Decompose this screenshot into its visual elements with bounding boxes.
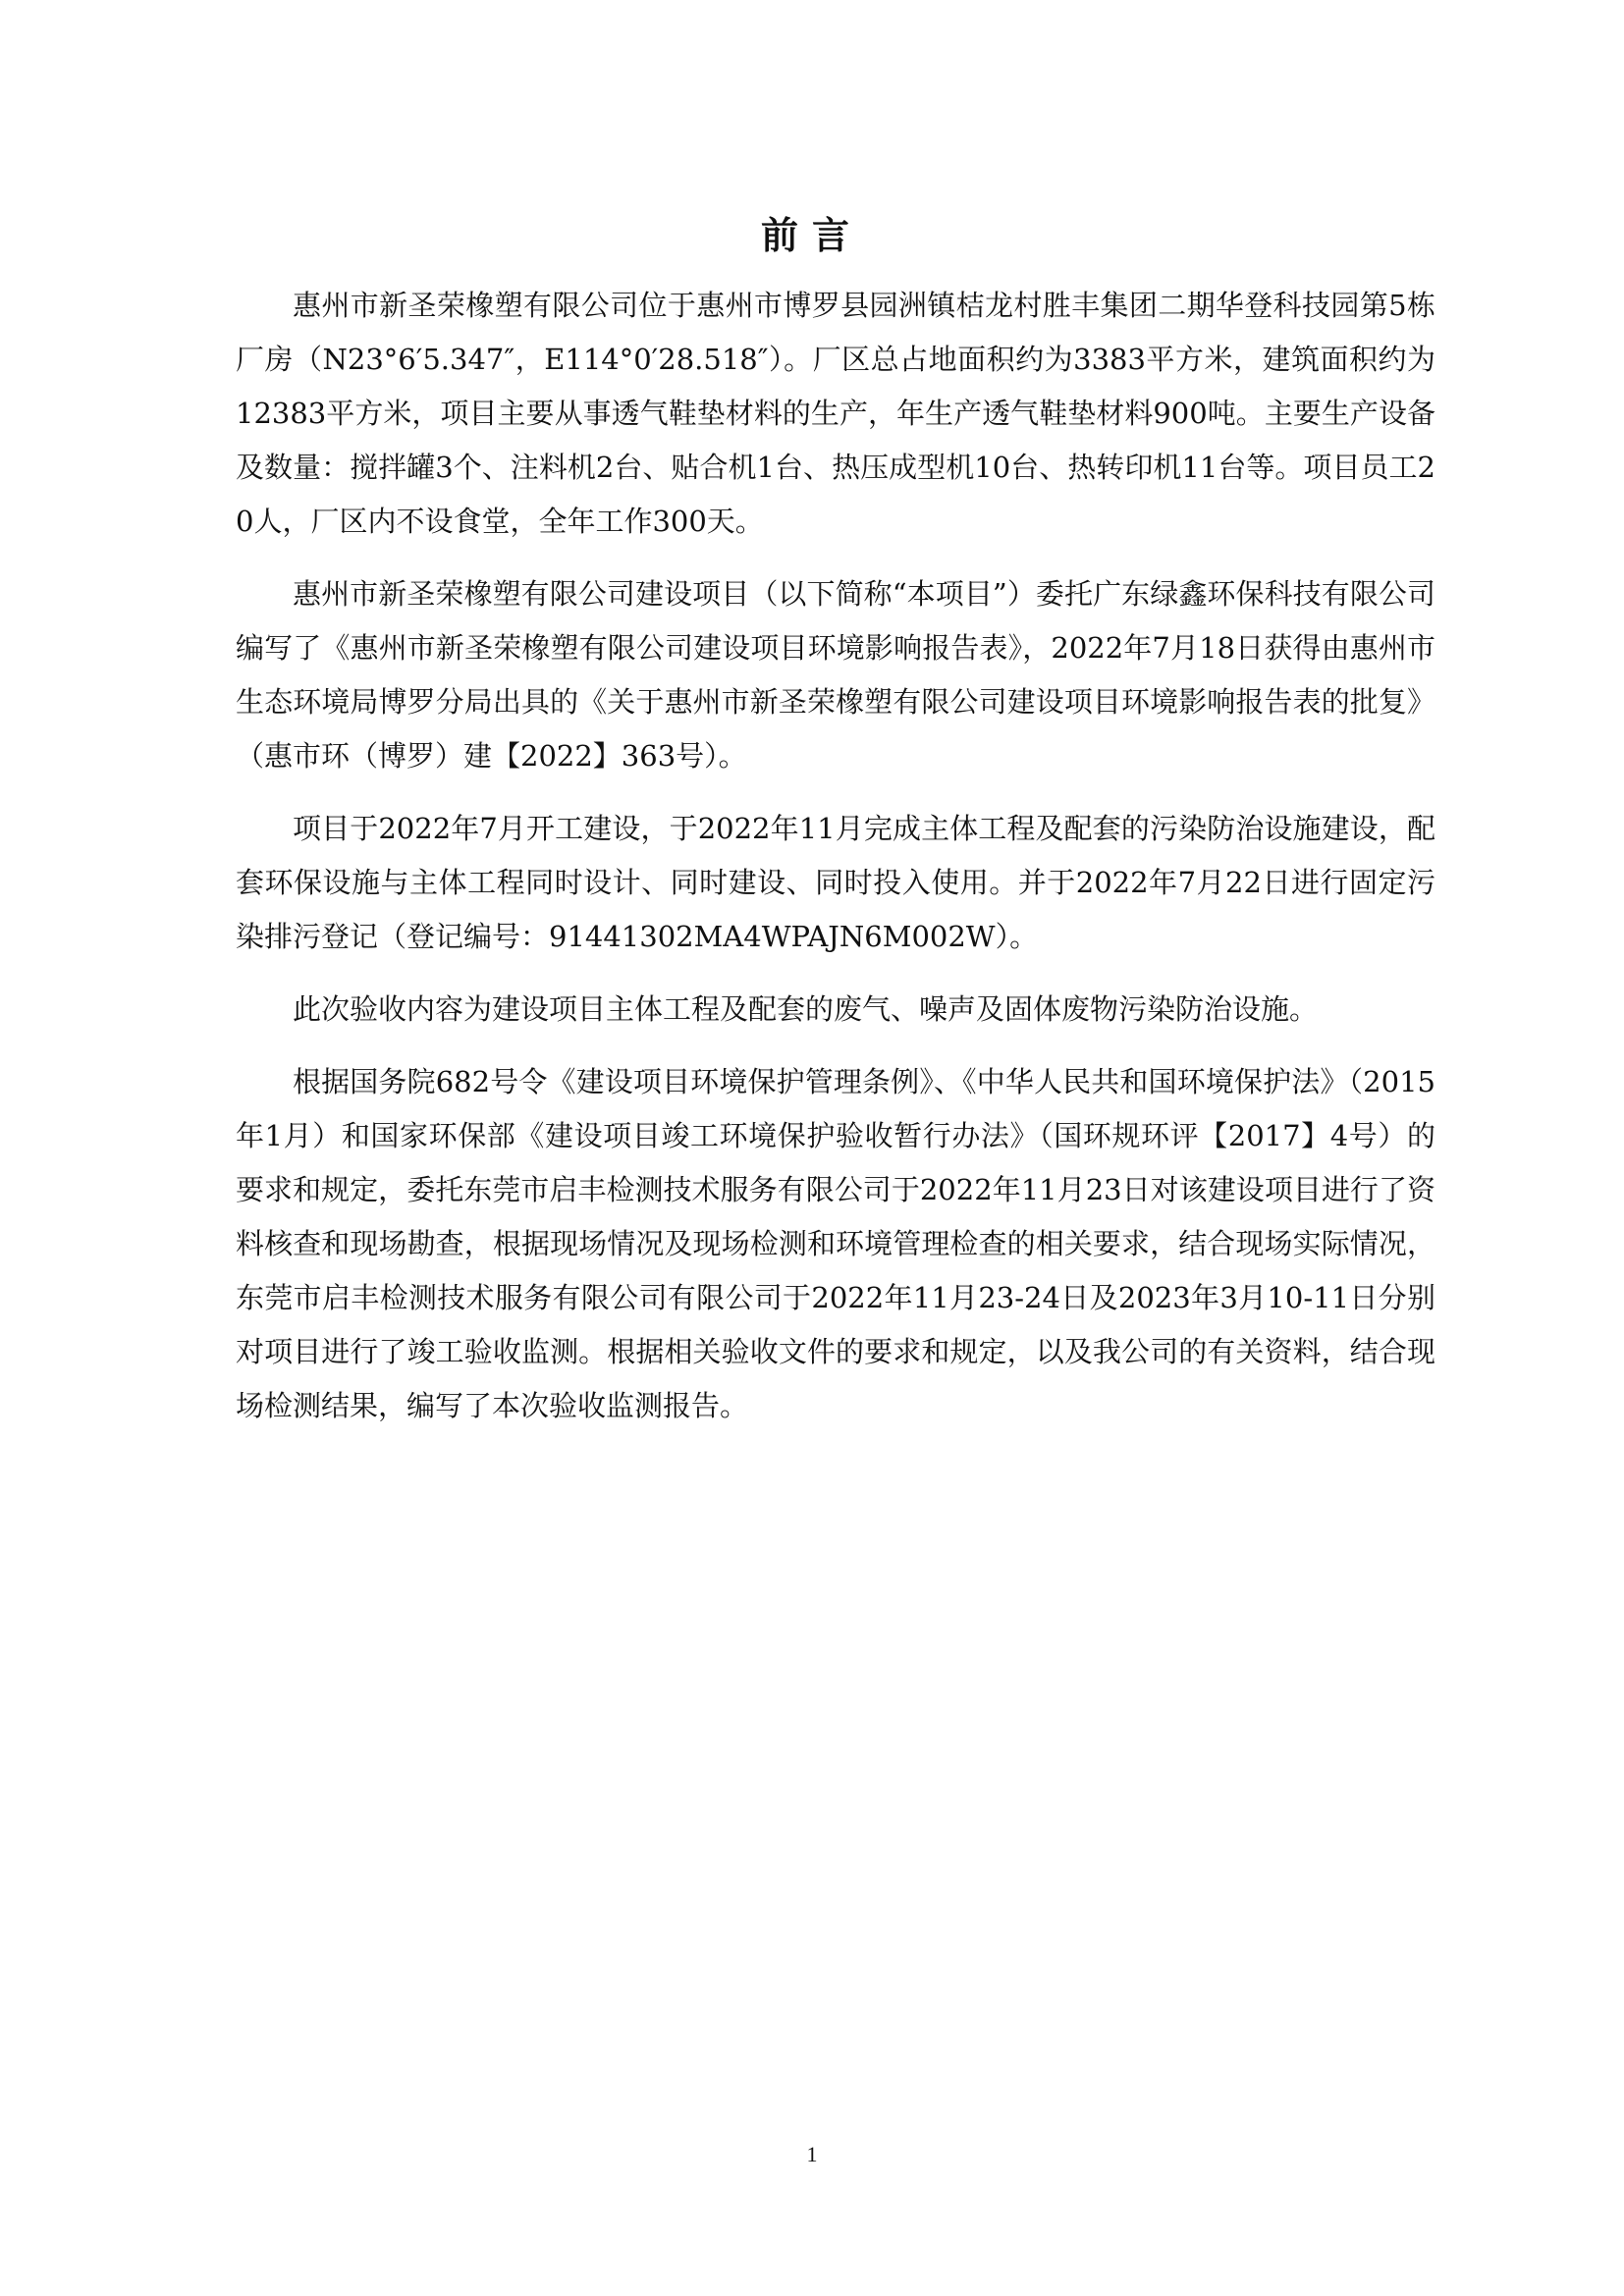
paragraph-construction-timeline: 项目于2022年7月开工建设，于2022年11月完成主体工程及配套的污染防治设施建设，配套环保设施与主体工程同时设计、同时建设、同时投入使用。并于2022年7月22日进行固定污染排污登记（登记编号：91441302MA4WPAJN6M002W）。 — [236, 812, 1435, 953]
paragraph-project-overview: 惠州市新圣荣橡塑有限公司位于惠州市博罗县园洲镇桔龙村胜丰集团二期华登科技园第5栋厂房（N23°6′5.347″，E114°0′28.518″）。厂区总占地面积约为3383平方米，建筑面积约为12383平方米，项目主要从事透气鞋垫材料的生产，年生产透气鞋垫材料900吨。主要生产设备及数量：搅拌罐3个、注料机2台、贴合机1台、热压成型机10台、热转印机11台等。项目员工20人，厂区内不设食堂，全年工作300天。 — [236, 289, 1435, 538]
paragraph-eia-approval: 惠州市新圣荣橡塑有限公司建设项目（以下简称“本项目”）委托广东绿鑫环保科技有限公司编写了《惠州市新圣荣橡塑有限公司建设项目环境影响报告表》，2022年7月18日获得由惠州市生态环境局博罗分局出具的《关于惠州市新圣荣橡塑有限公司建设项目环境影响报告表的批复》（惠市环（博罗）建【2022】363号）。 — [236, 577, 1435, 773]
paragraph-acceptance-scope: 此次验收内容为建设项目主体工程及配套的废气、噪声及固体废物污染防治设施。 — [293, 992, 1319, 1026]
page-number: 1 — [806, 2142, 818, 2166]
paragraph-regulatory-basis: 根据国务院682号令《建设项目环境保护管理条例》、《中华人民共和国环境保护法》（2015年1月）和国家环保部《建设项目竣工环境保护验收暂行办法》（国环规环评【2017】4号）的要求和规定，委托东莞市启丰检测技术服务有限公司于2022年11月23日对该建设项目进行了资料核查和现场勘查，根据现场情况及现场检测和环境管理检查的相关要求，结合现场实际情况，东莞市启丰检测技术服务有限公司有限公司于2022年11月23-24日及2023年3月10-11日分别对项目进行了竣工验收监测。根据相关验收文件的要求和规定，以及我公司的有关资料，结合现场检测结果，编写了本次验收监测报告。 — [236, 1065, 1435, 1422]
page-title: 前言 — [760, 214, 863, 257]
body-text — [236, 279, 1435, 1452]
